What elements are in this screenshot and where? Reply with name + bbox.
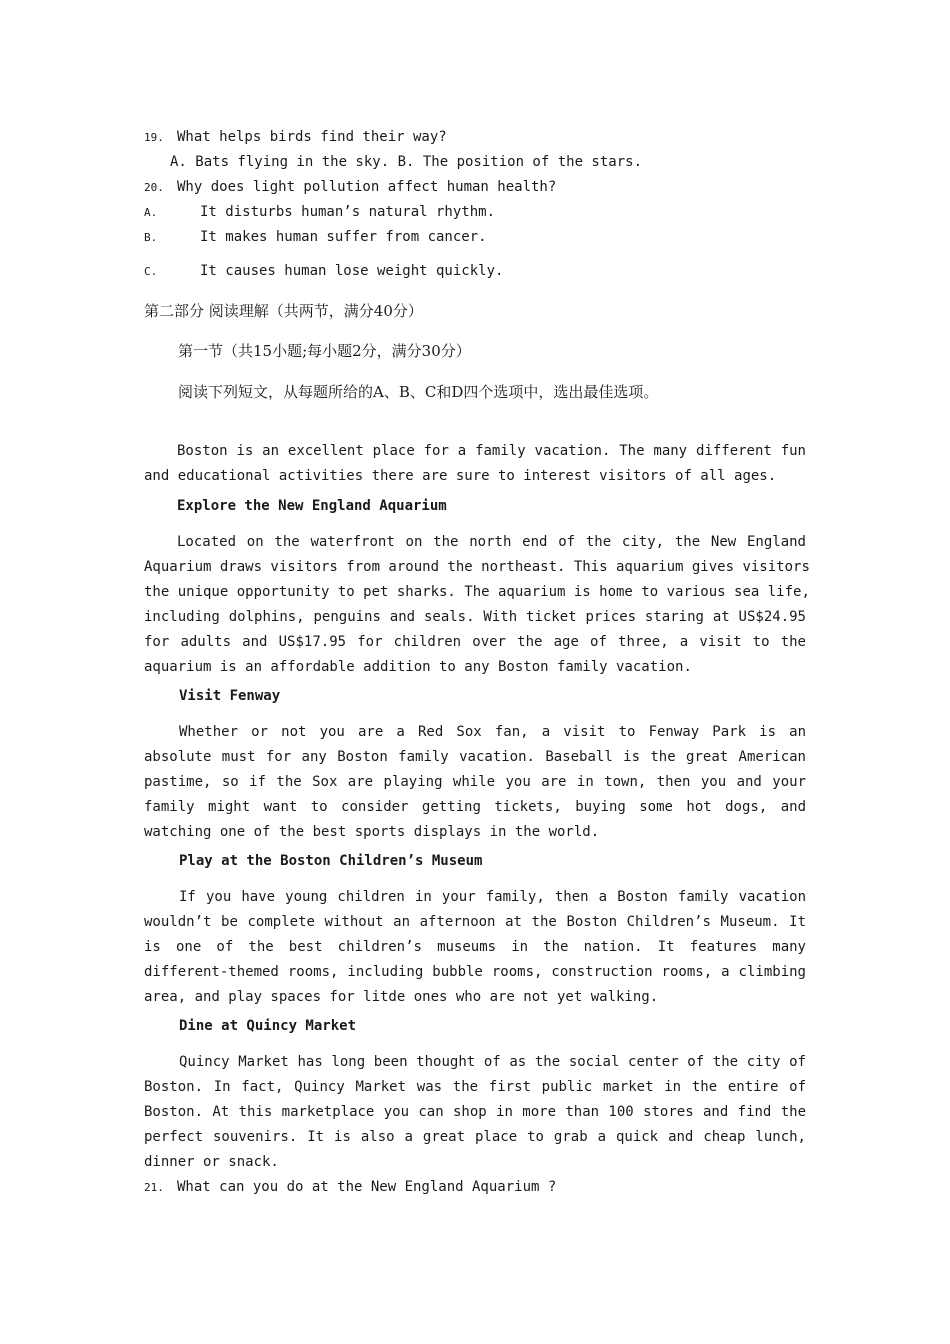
passage-line: Located on the waterfront on the north end of the city, the New England xyxy=(177,534,806,550)
passage-line: and educational activities there are sure to interest visitors of all ages. xyxy=(144,468,777,484)
passage-intro xyxy=(144,442,806,492)
passage-line: wouldn’t be complete without an afternoon at the Boston Children’s Museum. It xyxy=(144,914,806,930)
passage-line: Aquarium draws visitors from around the northeast. This aquarium gives visitors xyxy=(144,559,810,575)
question-20 xyxy=(144,178,556,197)
option-b xyxy=(144,228,487,247)
passage-line: dinner or snack. xyxy=(144,1154,279,1170)
question-number: 21. xyxy=(144,1181,164,1194)
option-letter: B. xyxy=(144,231,158,244)
question-number: 19. xyxy=(144,131,164,144)
option-letter: A. xyxy=(144,206,158,219)
section-heading: Explore the New England Aquarium xyxy=(177,498,447,514)
section-title: 第一节（共15小题;每小题2分，满分30分） xyxy=(178,342,471,360)
passage-line: Whether or not you are a Red Sox fan, a visit to Fenway Park is an xyxy=(179,724,806,740)
passage-line: If you have young children in your family, then a Boston family vacation xyxy=(179,889,806,905)
option-a xyxy=(144,203,495,222)
question-text: Why does light pollution affect human health? xyxy=(177,179,557,195)
question-19 xyxy=(144,128,447,147)
option-c xyxy=(144,262,503,281)
instructions: 阅读下列短文，从每题所给的A、B、C和D四个选项中，选出最佳选项。 xyxy=(178,383,659,401)
passage-paragraph xyxy=(144,1053,806,1178)
passage-line: pastime, so if the Sox are playing while you are in town, then you and your xyxy=(144,774,806,790)
question-21 xyxy=(144,1178,556,1197)
passage-paragraph xyxy=(144,888,806,1013)
passage-line: Quincy Market has long been thought of as the social center of the city of xyxy=(179,1054,806,1070)
section-heading: Play at the Boston Children’s Museum xyxy=(179,853,483,869)
question-number: 20. xyxy=(144,181,164,194)
passage-line: Boston is an excellent place for a family vacation. The many different fun xyxy=(177,443,806,459)
passage-line: is one of the best children’s museums in the nation. It features many xyxy=(144,939,806,955)
question-text: What can you do at the New England Aquarium ? xyxy=(177,1179,557,1195)
passage-paragraph xyxy=(144,723,806,848)
option-text: It disturbs human’s natural rhythm. xyxy=(200,204,496,220)
option-text: It makes human suffer from cancer. xyxy=(200,229,487,245)
passage-line: Boston. In fact, Quincy Market was the first public market in the entire of xyxy=(144,1079,806,1095)
option-letter: C. xyxy=(144,265,158,278)
passage-line: the unique opportunity to pet sharks. The aquarium is home to various sea life, xyxy=(144,584,810,600)
passage-line: including dolphins, penguins and seals. With ticket prices staring at US$24.95 xyxy=(144,609,806,625)
passage-line: absolute must for any Boston family vacation. Baseball is the great American xyxy=(144,749,806,765)
question-19-options: A. Bats flying in the sky. B. The position of the stars. xyxy=(170,154,643,170)
part-title: 第二部分 阅读理解（共两节，满分40分） xyxy=(144,302,423,320)
section-heading: Dine at Quincy Market xyxy=(179,1018,357,1034)
section-heading: Visit Fenway xyxy=(179,688,281,704)
passage-line: for adults and US$17.95 for children over the age of three, a visit to the xyxy=(144,634,806,650)
question-text: What helps birds find their way? xyxy=(177,129,447,145)
passage-line: perfect souvenirs. It is also a great place to grab a quick and cheap lunch, xyxy=(144,1129,806,1145)
passage-line: Boston. At this marketplace you can shop in more than 100 stores and find the xyxy=(144,1104,806,1120)
option-text: It causes human lose weight quickly. xyxy=(200,263,504,279)
passage-line: watching one of the best sports displays in the world. xyxy=(144,824,600,840)
passage-line: family might want to consider getting tickets, buying some hot dogs, and xyxy=(144,799,806,815)
passage-line: different-themed rooms, including bubble rooms, construction rooms, a climbing xyxy=(144,964,806,980)
passage-line: aquarium is an affordable addition to any Boston family vacation. xyxy=(144,659,692,675)
passage-line: area, and play spaces for litde ones who are not yet walking. xyxy=(144,989,659,1005)
passage-paragraph xyxy=(144,533,810,683)
